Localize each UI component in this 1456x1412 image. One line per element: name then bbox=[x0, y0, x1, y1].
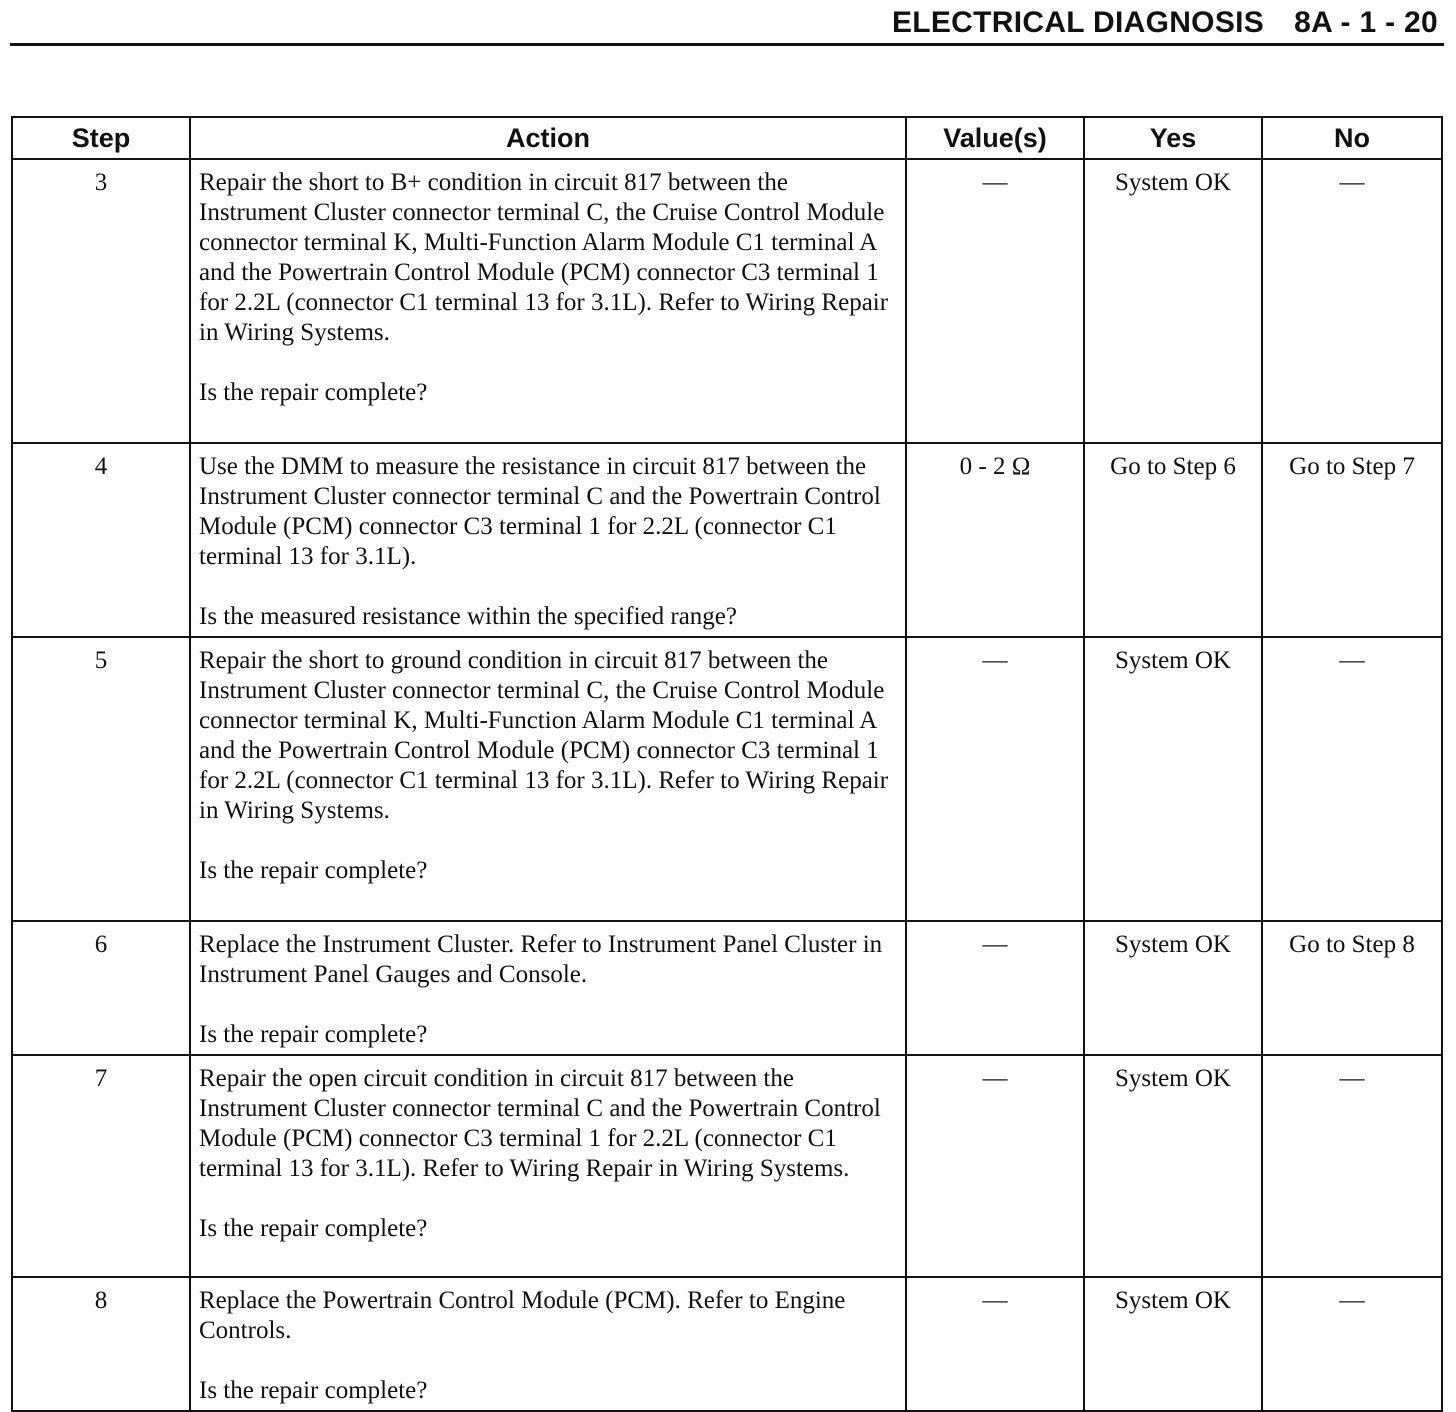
action-question: Is the repair complete? bbox=[199, 1021, 428, 1048]
no-cell: — bbox=[1262, 159, 1442, 443]
action-question: Is the repair complete? bbox=[199, 857, 428, 884]
value-cell: — bbox=[906, 637, 1084, 921]
table-row bbox=[12, 443, 1442, 637]
page-number: 8A - 1 - 20 bbox=[1294, 6, 1438, 39]
table-row bbox=[12, 159, 1442, 443]
table-row bbox=[12, 921, 1442, 1055]
column-header-yes: Yes bbox=[1084, 117, 1262, 159]
column-header-values: Value(s) bbox=[906, 117, 1084, 159]
yes-cell: System OK bbox=[1084, 1055, 1262, 1277]
value-cell: — bbox=[906, 921, 1084, 1055]
yes-cell: System OK bbox=[1084, 159, 1262, 443]
no-cell: Go to Step 8 bbox=[1262, 921, 1442, 1055]
page-title bbox=[892, 6, 1438, 40]
action-cell bbox=[190, 921, 906, 1055]
action-cell bbox=[190, 637, 906, 921]
value-cell: — bbox=[906, 1055, 1084, 1277]
no-cell: — bbox=[1262, 637, 1442, 921]
column-header-step: Step bbox=[12, 117, 190, 159]
table-header-row bbox=[12, 117, 1442, 159]
step-cell: 4 bbox=[12, 443, 190, 637]
no-cell: Go to Step 7 bbox=[1262, 443, 1442, 637]
section-title: ELECTRICAL DIAGNOSIS bbox=[891, 6, 1265, 39]
yes-cell: System OK bbox=[1084, 637, 1262, 921]
column-header-action: Action bbox=[190, 117, 906, 159]
step-cell: 3 bbox=[12, 159, 190, 443]
action-cell bbox=[190, 1055, 906, 1277]
value-cell: — bbox=[906, 159, 1084, 443]
step-cell: 5 bbox=[12, 637, 190, 921]
step-cell: 8 bbox=[12, 1277, 190, 1411]
page-header bbox=[0, 0, 1456, 48]
diagnostic-table bbox=[11, 116, 1443, 1412]
table-row bbox=[12, 1055, 1442, 1277]
table-row bbox=[12, 637, 1442, 921]
step-cell: 6 bbox=[12, 921, 190, 1055]
no-cell: — bbox=[1262, 1055, 1442, 1277]
action-text: Use the DMM to measure the resistance in circuit 817 between the Instrument Cluster connector terminal C and the Powertrain Control Module (PCM) connector C3 terminal 1 for 2.2L (connector C1 terminal 13 for 3.1L). bbox=[199, 453, 881, 570]
column-header-no: No bbox=[1262, 117, 1442, 159]
action-text: Repair the short to B+ condition in circuit 817 between the Instrument Cluster connector terminal C, the Cruise Control Module connector terminal K, Multi-Function Alarm Module C1 terminal A and the Powertrain Control Module (PCM) connector C3 terminal 1 for 2.2L (connector C1 terminal 13 for 3.1L). Refer to Wiring Repair in Wiring Systems. bbox=[199, 169, 889, 346]
action-question: Is the repair complete? bbox=[199, 379, 428, 406]
step-cell: 7 bbox=[12, 1055, 190, 1277]
table-row bbox=[12, 1277, 1442, 1411]
value-cell: — bbox=[906, 1277, 1084, 1411]
yes-cell: Go to Step 6 bbox=[1084, 443, 1262, 637]
action-question: Is the measured resistance within the specified range? bbox=[199, 603, 737, 630]
action-question: Is the repair complete? bbox=[199, 1215, 428, 1242]
no-cell: — bbox=[1262, 1277, 1442, 1411]
action-cell bbox=[190, 1277, 906, 1411]
action-cell bbox=[190, 443, 906, 637]
action-cell bbox=[190, 159, 906, 443]
yes-cell: System OK bbox=[1084, 1277, 1262, 1411]
action-question: Is the repair complete? bbox=[199, 1377, 428, 1404]
action-text: Replace the Instrument Cluster. Refer to Instrument Panel Cluster in Instrument Panel Gauges and Console. bbox=[199, 931, 883, 988]
header-rule bbox=[10, 43, 1444, 46]
value-cell: 0 - 2 Ω bbox=[906, 443, 1084, 637]
yes-cell: System OK bbox=[1084, 921, 1262, 1055]
action-text: Repair the open circuit condition in circuit 817 between the Instrument Cluster connector terminal C and the Powertrain Control Module (PCM) connector C3 terminal 1 for 2.2L (connector C1 terminal 13 for 3.1L). Refer to Wiring Repair in Wiring Systems. bbox=[199, 1065, 881, 1182]
action-text: Repair the short to ground condition in circuit 817 between the Instrument Cluster connector terminal C, the Cruise Control Module connector terminal K, Multi-Function Alarm Module C1 terminal A and the Powertrain Control Module (PCM) connector C3 terminal 1 for 2.2L (connector C1 terminal 13 for 3.1L). Refer to Wiring Repair in Wiring Systems. bbox=[199, 647, 889, 824]
action-text: Replace the Powertrain Control Module (PCM). Refer to Engine Controls. bbox=[199, 1287, 846, 1344]
